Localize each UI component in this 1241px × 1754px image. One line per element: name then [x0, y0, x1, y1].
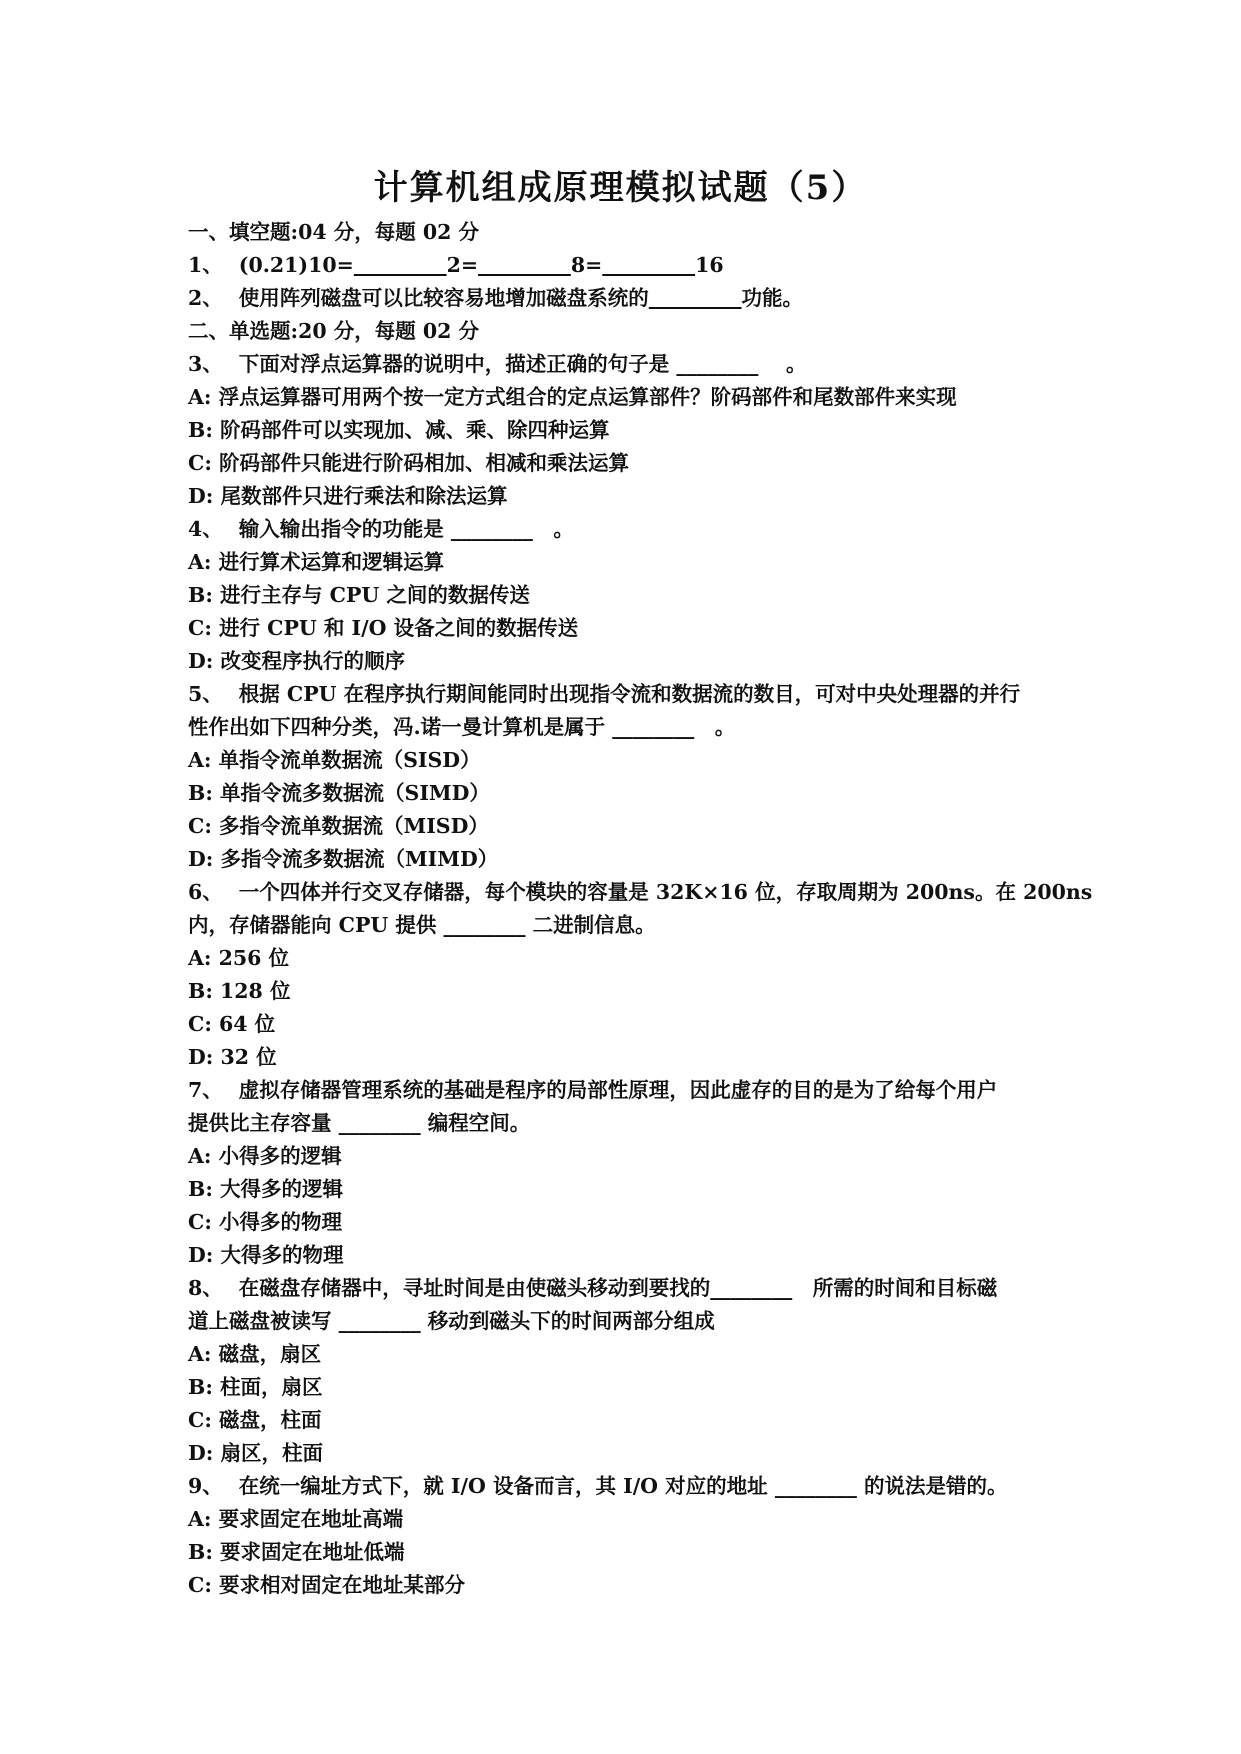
- question-text: 一个四体并行交叉存储器，每个模块的容量是 32K×16 位，存取周期为 200ns。在 200ns: [238, 880, 1093, 904]
- question-3: [188, 348, 1068, 381]
- option-d: D: 尾数部件只进行乘法和除法运算: [188, 484, 508, 508]
- question-number: 2、: [188, 286, 223, 310]
- option-b: B: 要求固定在地址低端: [188, 1540, 405, 1564]
- question-number: 7、: [188, 1078, 223, 1102]
- option-b: B: 阶码部件可以实现加、减、乘、除四种运算: [188, 418, 610, 442]
- option-b: B: 进行主存与 CPU 之间的数据传送: [188, 583, 530, 607]
- question-text: 功能。: [741, 286, 804, 310]
- question-4: [188, 513, 1068, 546]
- option-b: B: 单指令流多数据流（SIMD）: [188, 781, 490, 805]
- question-text: 虚拟存储器管理系统的基础是程序的局部性原理，因此虚存的目的是为了给每个用户: [238, 1078, 998, 1102]
- question-7-continued: 提供比主存容量 ________ 编程空间。: [188, 1111, 531, 1135]
- section-heading-choice: 二、单选题:20 分，每题 02 分: [188, 319, 480, 343]
- question-number: 8、: [188, 1276, 223, 1300]
- question-6: [188, 876, 1093, 909]
- option-c: C: 阶码部件只能进行阶码相加、相减和乘法运算: [188, 451, 630, 475]
- option-c: C: 进行 CPU 和 I/O 设备之间的数据传送: [188, 616, 579, 640]
- question-number: 4、: [188, 517, 223, 541]
- question-text: (0.21)10=: [238, 253, 354, 277]
- option-d: D: 改变程序执行的顺序: [188, 649, 405, 673]
- option-d: D: 扇区，柱面: [188, 1441, 323, 1465]
- option-c: C: 要求相对固定在地址某部分: [188, 1573, 466, 1597]
- option-d: D: 大得多的物理: [188, 1243, 344, 1267]
- question-text: 输入输出指令的功能是 ________ 。: [238, 517, 574, 541]
- option-a: A: 单指令流单数据流（SISD）: [188, 748, 481, 772]
- question-text: 16: [695, 253, 724, 277]
- answer-blank: [602, 249, 695, 282]
- exam-content: [188, 216, 1093, 1602]
- option-d: D: 32 位: [188, 1045, 277, 1069]
- question-number: 9、: [188, 1474, 223, 1498]
- option-a: A: 浮点运算器可用两个按一定方式组合的定点运算部件？阶码部件和尾数部件来实现: [188, 385, 957, 409]
- question-text: 使用阵列磁盘可以比较容易地增加磁盘系统的: [238, 286, 649, 310]
- option-c: C: 磁盘，柱面: [188, 1408, 322, 1432]
- question-7: [188, 1074, 1068, 1107]
- option-b: B: 128 位: [188, 979, 291, 1003]
- answer-blank: [478, 249, 571, 282]
- question-number: 1、: [188, 253, 223, 277]
- question-number: 3、: [188, 352, 223, 376]
- question-8-continued: 道上磁盘被读写 ________ 移动到磁头下的时间两部分组成: [188, 1309, 715, 1333]
- page-title: 计算机组成原理模拟试题（5）: [373, 168, 868, 208]
- option-c: C: 小得多的物理: [188, 1210, 343, 1234]
- question-number: 5、: [188, 682, 223, 706]
- question-8: [188, 1272, 1068, 1305]
- option-c: C: 64 位: [188, 1012, 276, 1036]
- option-a: A: 进行算术运算和逻辑运算: [188, 550, 445, 574]
- question-9: [188, 1470, 1068, 1503]
- question-5-continued: 性作出如下四种分类，冯.诺一曼计算机是属于 ________ 。: [188, 715, 736, 739]
- question-1: [188, 249, 1068, 282]
- question-5: [188, 678, 1068, 711]
- answer-blank: [649, 282, 742, 315]
- question-text: 根据 CPU 在程序执行期间能同时出现指令流和数据流的数目，可对中央处理器的并行: [238, 682, 1021, 706]
- question-text: 下面对浮点运算器的说明中，描述正确的句子是 ________ 。: [238, 352, 807, 376]
- section-heading-fill: 一、填空题:04 分，每题 02 分: [188, 220, 480, 244]
- option-a: A: 要求固定在地址高端: [188, 1507, 404, 1531]
- question-text: 在磁盘存储器中，寻址时间是由使磁头移动到要找的________ 所需的时间和目标磁: [238, 1276, 998, 1300]
- option-b: B: 柱面，扇区: [188, 1375, 323, 1399]
- question-text: 8=: [570, 253, 603, 277]
- answer-blank: [354, 249, 447, 282]
- option-a: A: 小得多的逻辑: [188, 1144, 342, 1168]
- option-d: D: 多指令流多数据流（MIMD）: [188, 847, 499, 871]
- option-c: C: 多指令流单数据流（MISD）: [188, 814, 489, 838]
- question-text: 在统一编址方式下，就 I/O 设备而言，其 I/O 对应的地址 ________ 的说法是错的。: [238, 1474, 1008, 1498]
- option-b: B: 大得多的逻辑: [188, 1177, 344, 1201]
- question-number: 6、: [188, 880, 223, 904]
- option-a: A: 磁盘，扇区: [188, 1342, 322, 1366]
- option-a: A: 256 位: [188, 946, 290, 970]
- question-6-continued: 内，存储器能向 CPU 提供 ________ 二进制信息。: [188, 913, 656, 937]
- question-2: [188, 282, 1068, 315]
- question-text: 2=: [446, 253, 479, 277]
